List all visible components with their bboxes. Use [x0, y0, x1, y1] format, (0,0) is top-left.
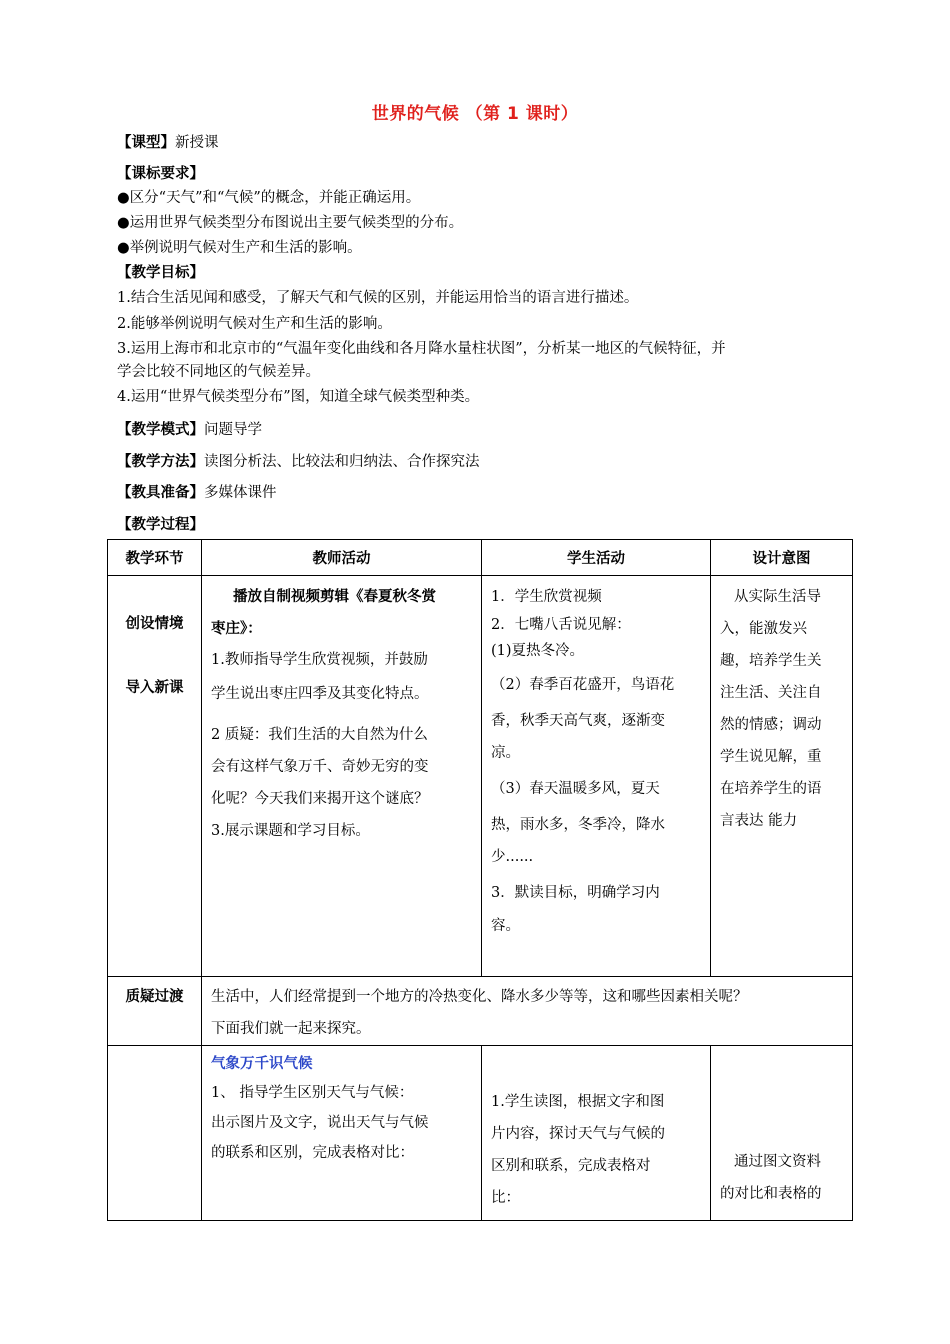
section-title: 气象万千识气候: [211, 1056, 313, 1072]
student-line: 区别和联系，完成表格对: [491, 1158, 651, 1174]
teacher-cell: [202, 1046, 482, 1221]
intent-line: 的对比和表格的: [720, 1186, 822, 1202]
teacher-line: 的联系和区别，完成表格对比：: [211, 1145, 414, 1161]
methods-value: 读图分析法、比较法和归纳法、合作探究法: [204, 454, 480, 470]
lesson-type-value: 新授课: [175, 135, 219, 151]
standards-item: ●运用世界气候类型分布图说出主要气候类型的分布。: [117, 215, 464, 231]
teacher-line: 学生说出枣庄四季及其变化特点。: [211, 686, 429, 702]
mode-line: [117, 418, 857, 442]
stage-line: 创设情境: [125, 616, 184, 632]
student-line: 容。: [491, 918, 520, 934]
intent-cell: [711, 1046, 853, 1221]
student-line: 少......: [491, 849, 534, 865]
transition-cell: [202, 977, 853, 1046]
student-line: 1．学生欣赏视频: [491, 589, 602, 605]
objectives-item: 学会比较不同地区的气候差异。: [117, 364, 320, 380]
header-intent: 设计意图: [711, 540, 853, 576]
teacher-line: 1、 指导学生区别天气与气候：: [211, 1085, 414, 1101]
transition-line: 下面我们就一起来探究。: [211, 1021, 371, 1037]
stage-cell: [108, 977, 202, 1046]
stage-line: 质疑过渡: [125, 989, 184, 1005]
intent-line: 然的情感；调动: [720, 717, 822, 733]
mode-value: 问题导学: [204, 422, 262, 438]
table-header-row: [108, 540, 853, 576]
header-student: 学生活动: [482, 540, 711, 576]
methods-label: 【教学方法】: [117, 454, 204, 470]
process-table: [107, 539, 853, 1221]
teacher-line: 化呢？今天我们来揭开这个谜底？: [211, 791, 429, 807]
intent-line: 入，能激发兴: [720, 621, 807, 637]
teacher-line: 3.展示课题和学习目标。: [211, 823, 370, 839]
teacher-line: 会有这样气象万千、奇妙无穷的变: [211, 759, 429, 775]
page-title: 世界的气候 （第 1 课时）: [371, 104, 579, 124]
stage-cell: [108, 1046, 202, 1221]
process-label: 【教学过程】: [117, 517, 204, 533]
student-line: 热，雨水多，冬季冷，降水: [491, 817, 665, 833]
header-stage: 教学环节: [108, 540, 202, 576]
student-cell: [482, 576, 711, 977]
student-line: （2）春季百花盛开，鸟语花: [491, 677, 675, 693]
student-line: (1)夏热冬冷。: [491, 643, 585, 659]
teacher-line: 2 质疑：我们生活的大自然为什么: [211, 727, 428, 743]
standards-item: ●举例说明气候对生产和生活的影响。: [117, 240, 362, 256]
standards-item: ●区分“天气”和“气候”的概念，并能正确运用。: [117, 190, 421, 206]
objectives-item: 3.运用上海市和北京市的“气温年变化曲线和各月降水量柱状图”，分析某一地区的气候特征，并: [117, 341, 726, 357]
mode-label: 【教学模式】: [117, 422, 204, 438]
lesson-type-line: [117, 131, 857, 155]
objectives-item: 4.运用“世界气候类型分布”图，知道全球气候类型种类。: [117, 389, 480, 405]
table-row: [108, 576, 853, 977]
student-line: （3）春天温暖多风，夏天: [491, 781, 660, 797]
teacher-line: 1.教师指导学生欣赏视频，并鼓励: [211, 652, 428, 668]
intent-line: 在培养学生的语: [720, 781, 822, 797]
student-cell: [482, 1046, 711, 1221]
tools-line: [117, 481, 857, 505]
table-row: [108, 977, 853, 1046]
lesson-type-label: 【课型】: [117, 135, 175, 151]
intent-line: 言表达 能力: [720, 813, 798, 829]
standards-label: 【课标要求】: [117, 166, 204, 182]
teacher-line: 出示图片及文字，说出天气与气候: [211, 1115, 429, 1131]
teacher-video-title: 枣庄》：: [211, 621, 262, 637]
student-line: 比：: [491, 1190, 520, 1206]
student-line: 3．默读目标，明确学习内: [491, 885, 660, 901]
table-row: [108, 1046, 853, 1221]
objectives-item: 2.能够举例说明气候对生产和生活的影响。: [117, 316, 392, 332]
tools-value: 多媒体课件: [204, 485, 277, 501]
intent-line: 从实际生活导: [734, 589, 821, 605]
methods-line: [117, 450, 857, 474]
intent-cell: [711, 576, 853, 977]
stage-line: 导入新课: [125, 680, 184, 696]
objectives-label: 【教学目标】: [117, 265, 204, 281]
objectives-item: 1.结合生活见闻和感受，了解天气和气候的区别，并能运用恰当的语言进行描述。: [117, 290, 639, 306]
student-line: 1.学生读图，根据文字和图: [491, 1094, 665, 1110]
teacher-cell: [202, 576, 482, 977]
intent-line: 注生活、关注自: [720, 685, 822, 701]
header-teacher: 教师活动: [202, 540, 482, 576]
student-line: 片内容，探讨天气与气候的: [491, 1126, 665, 1142]
teacher-video-title: 播放自制视频剪辑《春夏秋冬赏: [233, 589, 436, 605]
tools-label: 【教具准备】: [117, 485, 204, 501]
student-line: 2．七嘴八舌说见解：: [491, 617, 631, 633]
intent-line: 通过图文资料: [734, 1154, 821, 1170]
stage-cell: [108, 576, 202, 977]
intent-line: 学生说见解，重: [720, 749, 822, 765]
intent-line: 趣，培养学生关: [720, 653, 822, 669]
student-line: 香，秋季天高气爽，逐渐变: [491, 713, 665, 729]
student-line: 凉。: [491, 745, 520, 761]
transition-line: 生活中，人们经常提到一个地方的冷热变化、降水多少等等，这和哪些因素相关呢？: [211, 989, 748, 1005]
